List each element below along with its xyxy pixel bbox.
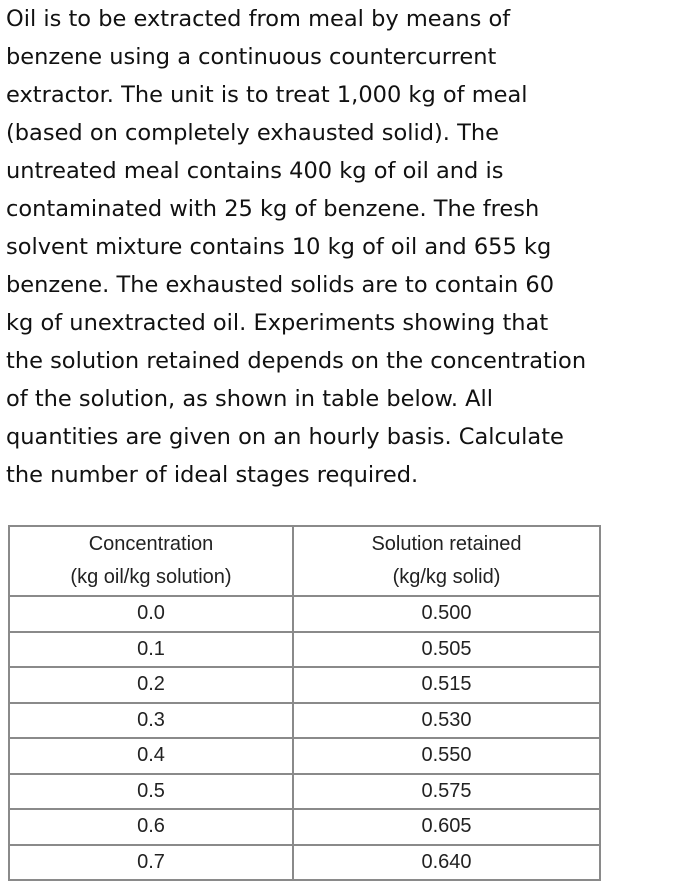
text-line: the number of ideal stages required.: [6, 462, 419, 488]
solution-retained-cell: 0.605: [293, 809, 600, 845]
table-row: [9, 703, 600, 739]
text-line: solvent mixture contains 10 kg of oil and 655 kg: [6, 234, 552, 260]
header-solution-retained: [293, 526, 600, 596]
header-line: Concentration: [88, 533, 214, 555]
solution-retained-cell: 0.550: [293, 738, 600, 774]
table-row: [9, 667, 600, 703]
concentration-cell: 0.6: [9, 809, 293, 845]
solution-retained-cell: 0.500: [293, 596, 600, 632]
data-table: [8, 525, 601, 881]
concentration-cell: 0.7: [9, 845, 293, 881]
concentration-cell: 0.0: [9, 596, 293, 632]
solution-retained-cell: 0.515: [293, 667, 600, 703]
concentration-cell: 0.4: [9, 738, 293, 774]
concentration-cell: 0.5: [9, 774, 293, 810]
text-line: quantities are given on an hourly basis. Calculate: [6, 424, 564, 450]
text-line: kg of unextracted oil. Experiments showing that: [6, 310, 549, 336]
table-row: [9, 774, 600, 810]
table-row: [9, 845, 600, 881]
header-unit: (kg/kg solid): [392, 566, 501, 588]
text-line: Oil is to be extracted from meal by means of: [6, 6, 511, 32]
text-line: the solution retained depends on the concentration: [6, 348, 587, 374]
solution-retained-cell: 0.640: [293, 845, 600, 881]
header-unit: (kg oil/kg solution): [70, 566, 232, 588]
table-row: [9, 738, 600, 774]
concentration-cell: 0.3: [9, 703, 293, 739]
header-concentration: [9, 526, 293, 596]
text-line: contaminated with 25 kg of benzene. The fresh: [6, 196, 540, 222]
solution-retained-cell: 0.530: [293, 703, 600, 739]
text-line: benzene using a continuous countercurrent: [6, 44, 497, 70]
concentration-cell: 0.2: [9, 667, 293, 703]
solution-retained-cell: 0.505: [293, 632, 600, 668]
text-line: extractor. The unit is to treat 1,000 kg of meal: [6, 82, 528, 108]
table-row: [9, 632, 600, 668]
concentration-cell: 0.1: [9, 632, 293, 668]
solution-retained-cell: 0.575: [293, 774, 600, 810]
text-line: untreated meal contains 400 kg of oil and is: [6, 158, 504, 184]
table-header-row: [9, 526, 600, 596]
problem-text: [6, 0, 586, 494]
header-line: Solution retained: [371, 533, 522, 555]
table-row: [9, 809, 600, 845]
text-line: of the solution, as shown in table below. All: [6, 386, 494, 412]
table-row: [9, 596, 600, 632]
text-line: benzene. The exhausted solids are to contain 60: [6, 272, 555, 298]
text-line: (based on completely exhausted solid). The: [6, 120, 499, 146]
